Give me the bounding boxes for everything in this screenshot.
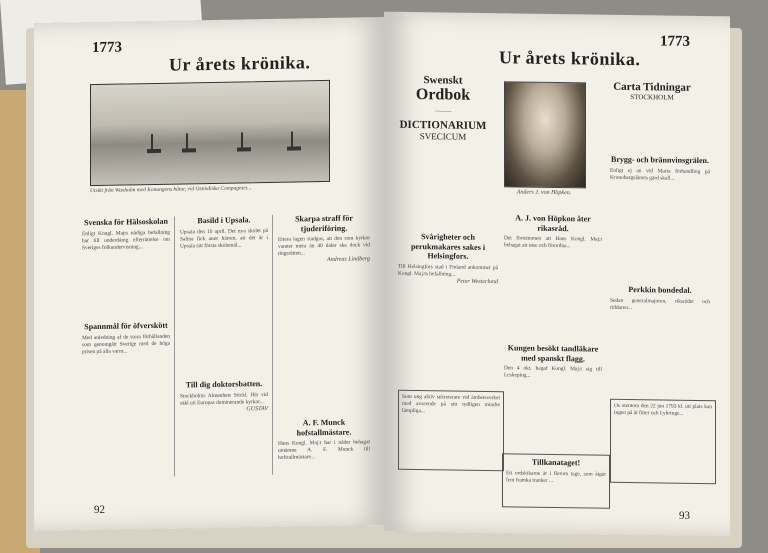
article — [610, 285, 710, 313]
article-text: Stockholms Almenhets Stickl. Här vid säkl uti Europas dominerande kyrkor... — [180, 391, 268, 407]
article-signature: Peter Westerlund — [456, 278, 498, 285]
page-title: Ur årets krönika. — [169, 52, 311, 75]
left-page — [34, 17, 386, 531]
article-text: Upsala den 10 april. Det nya skolet på Salina fick anor härom, att det är i Upsala sitt första skolemål... — [180, 227, 268, 250]
notice-box — [502, 453, 610, 509]
notice-box — [398, 390, 504, 471]
article-heading: Kungen besökt tandläkare med spanskt flagg. — [507, 343, 599, 363]
article-heading: Svenska för Hälsoskolan — [84, 216, 168, 228]
article-text: Hans Kongl. Maj:t har i nåder behagat utnämna A. F. Munck till hofstallmästare... — [278, 439, 370, 462]
article — [82, 217, 170, 252]
article — [398, 232, 498, 285]
article-heading: A. J. von Höpkon åter rikasråd. — [515, 213, 591, 233]
dictionary-line: Swenskt — [423, 74, 463, 87]
article-heading: Basild i Upsala. — [197, 215, 251, 226]
article — [180, 379, 268, 413]
article-heading: Spannmål för öfverskött — [84, 320, 168, 332]
engraving-illustration — [90, 80, 330, 186]
column-divider — [272, 215, 273, 475]
article — [278, 213, 370, 264]
newspaper-title: Carta Tidningar — [613, 80, 691, 94]
article-text: Ettera lagen stadgas, att den som kyrkor vanner mera än 40 daler ska dock vid tingsrätten... — [278, 235, 370, 258]
article — [180, 215, 268, 250]
article — [504, 343, 602, 381]
page-year: 1773 — [92, 39, 122, 57]
page-year: 1773 — [660, 33, 690, 50]
page-number: 93 — [679, 509, 690, 522]
article-text: Med anledning af de stora förhållanden som genomgått Sverige med de höga prisen på alla varor... — [82, 333, 170, 355]
engraving-caption: Utsikt från Waxholm med Konungens båtar, vid Ostindiska Compagniet... — [90, 185, 252, 195]
portrait-caption: Anders J. von Höpken. — [516, 189, 572, 197]
dictionary-line: DICTIONARIUM — [399, 118, 487, 133]
dictionary-line: SVECICUM — [419, 131, 467, 142]
article — [610, 155, 710, 183]
article-signature: GUSTAV — [246, 405, 268, 412]
right-page — [384, 12, 730, 537]
notice-text: Som ung aktiv sekreterare vid ämbetsverket med avseende på sitt tydligen mindre lämpliga... — [402, 393, 500, 415]
article-text: Till Helsingfors stad i Finland ankommer på Kongl. Maj:ts befallning... — [398, 263, 498, 278]
dictionary-line: Ordbok — [415, 86, 471, 104]
notice-text: Os otentom den 22 jun 1793 kl. uti plats kan ingen på åt fitter och Lyhringe... — [614, 402, 712, 417]
page-number: 92 — [94, 503, 105, 517]
article — [82, 321, 170, 356]
page-title: Ur årets krönika. — [499, 47, 641, 70]
notice-text: Ett ordskikarne är i flerom tage, som åtgår fent framka tranker ... — [506, 469, 606, 484]
article — [504, 213, 602, 251]
article-text: Enligt Kongl. Majts nådiga befallning har till underdånig efterrättelse om Sveriges folkundervisning... — [82, 229, 170, 251]
article — [278, 417, 370, 462]
newspaper-masthead — [598, 81, 706, 147]
article-text: Det förnämmen att Hans Kongl. Maj:t behagat att utse och förordna... — [504, 235, 602, 250]
article-text: Sedan generalmajoren, riksrådet och riddaren... — [610, 297, 710, 311]
article-heading: A. F. Munck hofstallmästare. — [296, 417, 352, 438]
notice-title: Tillkanataget! — [531, 457, 581, 468]
article-text: Den 4 okt. begaf Kongl. Maj:t sig till Leskeping... — [504, 365, 602, 379]
article-heading: Brygg- och brännvinsgrälen. — [610, 154, 709, 166]
newspaper-city: STOCKHOLM — [630, 93, 674, 102]
article-heading: Skarpa straff för tjuderiföring. — [295, 213, 353, 234]
article-signature: Andreas Lindberg — [326, 256, 370, 264]
notice-box — [610, 399, 716, 484]
article-text: Enligt ej an vid Maria förhandling på Kronobergslänets gärd skall... — [610, 167, 710, 182]
column-divider — [174, 217, 175, 477]
article-heading: Svårigheter och perukmakares sakes i Helsingfors. — [410, 232, 486, 261]
article-heading: Perkkin bondedal. — [628, 284, 692, 295]
dictionary-title-page: Swenskt Ordbok ——— DICTIONARIUM SVECICUM — [394, 74, 492, 187]
article-heading: Till dig doktorsbatten. — [185, 379, 263, 390]
portrait-image — [504, 81, 586, 188]
